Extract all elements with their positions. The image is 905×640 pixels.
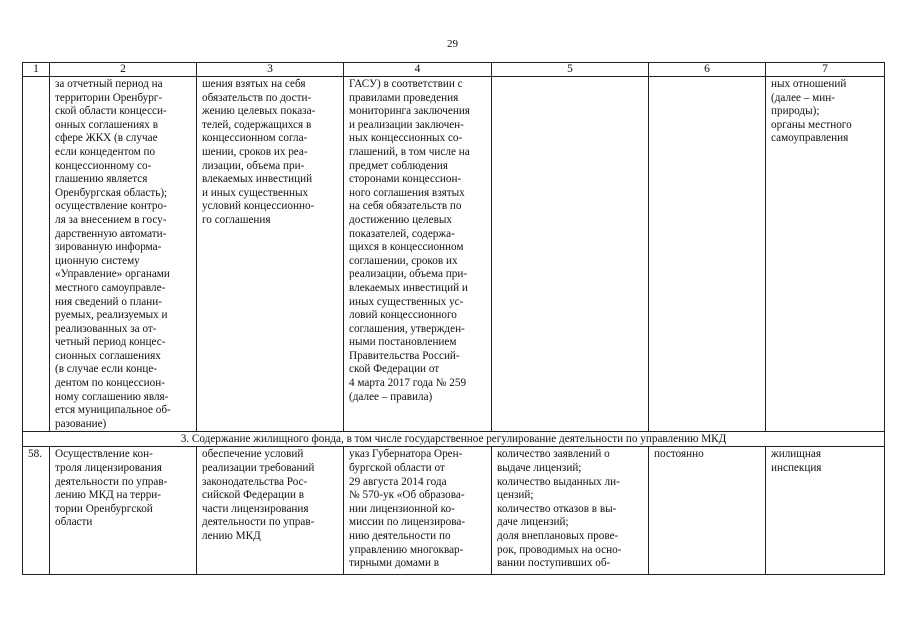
column-number-1: 1 [23, 63, 50, 77]
continued-row-col6 [649, 77, 766, 432]
continued-row-col1 [23, 77, 50, 432]
column-number-4: 4 [344, 63, 492, 77]
continued-row-col5 [492, 77, 649, 432]
row58-goal: обеспечение условий реализации требований законодательства Рос- сийской Федерации в части лицензирования деятельности по управ- лению МКД [197, 447, 344, 575]
continued-row-col2: за отчетный период на территории Оренбург- ской области концесси- онных соглашениях в сфере ЖКХ (в случае если концедентом по концессионному со- глашению является Оренбургская область); осуществление контро- ля за внесением в госу- дарственную автомати- зированную информа- ционную систему «Управление» органами местного самоуправле- ния сведений о плани- руемых, реализуемых и реализованных за от- четный период концес- сионных соглашениях (в случае если конце- дентом по концессион- ному соглашению явля- ется муниципальное об- разование) [50, 77, 197, 432]
row58-measure: Осуществление кон- троля лицензирования деятельности по управ- лению МКД на терри- тории Оренбургской области [50, 447, 197, 575]
row58-responsible: жилищная инспекция [766, 447, 885, 575]
column-number-2: 2 [50, 63, 197, 77]
continued-row-col7: ных отношений (далее – мин- природы); органы местного самоуправления [766, 77, 885, 432]
continued-row-col3: шения взятых на себя обязательств по дости- жению целевых показа- телей, содержащихся в концессионном согла- шении, сроков их реа- лизации, объема при- влекаемых инвестиций и иных существенных условий концессионно- го соглашения [197, 77, 344, 432]
row58-number: 58. [23, 447, 50, 575]
section-heading: 3. Содержание жилищного фонда, в том числе государственное регулирование деятельности по управлению МКД [23, 432, 885, 447]
table-row-58 [23, 447, 885, 575]
column-number-3: 3 [197, 63, 344, 77]
row58-indicators: количество заявлений о выдаче лицензий; количество выданных ли- цензий; количество отказов в вы- даче лицензий; доля внеплановых прове- рок, проводимых на осно- вании поступивших об- [492, 447, 649, 575]
column-number-7: 7 [766, 63, 885, 77]
page-number: 29 [447, 38, 458, 50]
column-number-row [23, 63, 885, 77]
section-row [23, 432, 885, 447]
continued-row-col4: ГАСУ) в соответствии с правилами проведения мониторинга заключения и реализации заключен- ных концессионных со- глашений, в том числе на предмет соблюдения сторонами концессион- ного соглашения взятых на себя обязательств по достижению целевых показателей, содержа- щихся в концессионном соглашении, сроков их реализации, объема при- влекаемых инвестиций и иных существенных ус- ловий концессионного соглашения, утвержден- ными постановлением Правительства Россий- ской Федерации от 4 марта 2017 года № 259 (далее – правила) [344, 77, 492, 432]
column-number-5: 5 [492, 63, 649, 77]
column-number-6: 6 [649, 63, 766, 77]
measures-table [22, 62, 885, 575]
row58-deadline: постоянно [649, 447, 766, 575]
continued-row [23, 77, 885, 432]
row58-legal-basis: указ Губернатора Орен- бургской области от 29 августа 2014 года № 570-ук «Об образова- нии лицензионной ко- миссии по лицензирова- нию деятельности по управлению многоквар- тирными домами в [344, 447, 492, 575]
